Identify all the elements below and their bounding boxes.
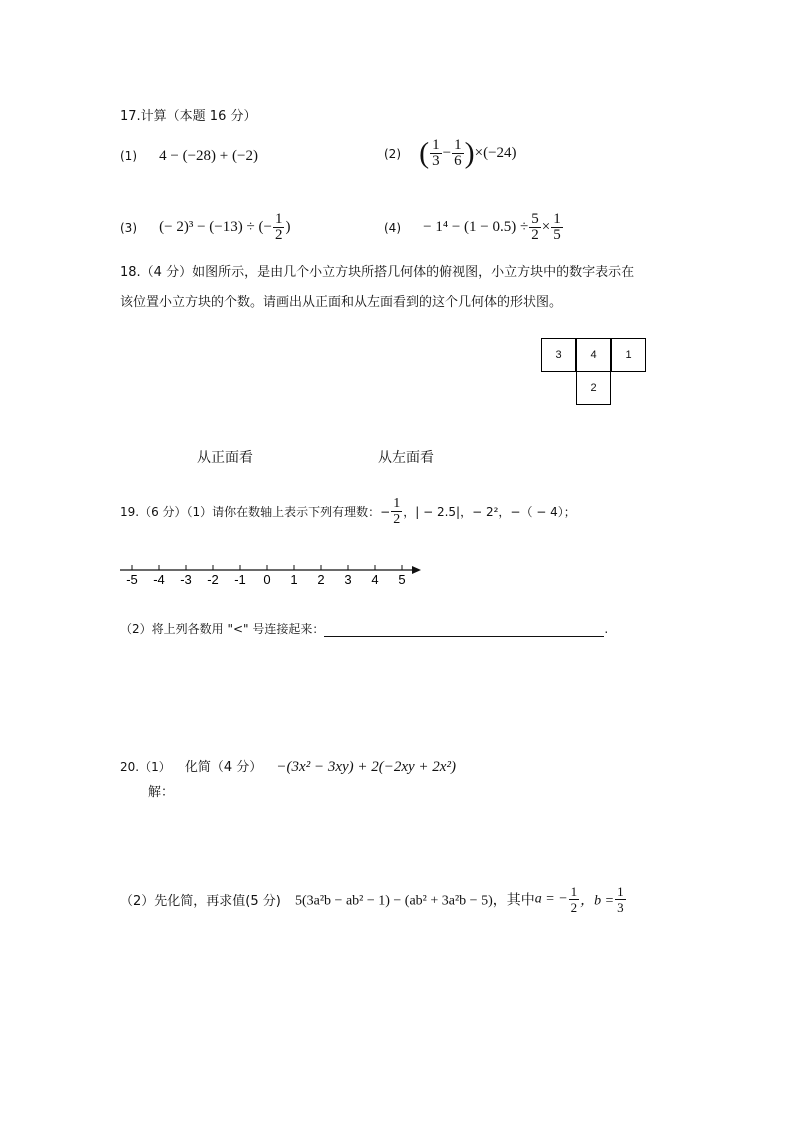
- item-expression: (− 2)³ − (−13) ÷ (−: [159, 219, 272, 235]
- axis-tick-label: 5: [398, 572, 406, 587]
- q17-item4: [384, 212, 564, 243]
- grid-cell: 1: [611, 338, 646, 372]
- q17-item2: [384, 138, 517, 169]
- q19-line1: [120, 496, 576, 527]
- operator: ×: [541, 219, 551, 235]
- q20-part2: [120, 884, 627, 915]
- axis-tick-label: -2: [207, 572, 219, 587]
- item-label: (4): [384, 220, 401, 235]
- item-expression: ×(−24): [474, 145, 517, 161]
- axis-tick-label: 0: [263, 572, 271, 587]
- q18-line1: 18.（4 分）如图所示，是由几个小立方块所搭几何体的俯视图，小立方块中的数字表示在: [120, 265, 635, 280]
- solve-label: 解：: [148, 785, 175, 800]
- item-label: (2): [384, 146, 401, 161]
- number-line: [115, 558, 425, 590]
- q19-text: 19.（6 分）（1）请你在数轴上表示下列有理数：−: [120, 505, 391, 519]
- grid-cell: 2: [576, 371, 611, 405]
- axis-tick-label: 4: [371, 572, 379, 587]
- q20-part2-expression: 5(3a²b − ab² − 1) − (ab² + 3a²b − 5)，其中: [294, 893, 535, 909]
- axis-tick-label: 2: [317, 572, 325, 587]
- fraction: $\frac{1}{5}$: [553, 211, 561, 243]
- item-label: (3): [120, 220, 137, 235]
- q19-text: ，| − 2.5|，− 2²，−（ − 4）；: [403, 505, 576, 519]
- item-label: (1): [120, 149, 137, 163]
- q17-item1: [120, 148, 258, 165]
- operator: −: [442, 145, 452, 161]
- q19-part2-text: （2）将上列各数用 "<" 号连接起来：: [120, 622, 325, 636]
- q20-expression: −(3x² − 3xy) + 2(−2xy + 2x²): [276, 759, 456, 775]
- axis-tick-label: -1: [234, 572, 246, 587]
- axis-tick-label: 3: [344, 572, 352, 587]
- fraction: $\frac{1}{3}$: [432, 137, 440, 169]
- fraction: $\frac{1}{2}$: [570, 884, 578, 915]
- grid-cell: 3: [541, 338, 576, 372]
- q20-part2-label: （2）先化简，再求值(5 分): [120, 894, 281, 909]
- fraction: $\frac{1}{2}$: [393, 496, 401, 527]
- q20-label: 20.（1）: [120, 760, 171, 774]
- axis-tick-label: -3: [180, 572, 192, 587]
- item-expression: 4 − (−28) + (−2): [159, 148, 258, 164]
- q20-title: 化简（4 分）: [184, 760, 263, 775]
- fraction: $\frac{1}{3}$: [617, 884, 624, 915]
- front-view-label: 从正面看: [197, 450, 253, 466]
- axis-tick-label: -5: [126, 572, 138, 587]
- a-value-label: a = −: [534, 891, 568, 907]
- axis-tick-label: 1: [290, 572, 298, 587]
- q17-title: 17.计算（本题 16 分）: [120, 109, 257, 124]
- q19-part2: [120, 620, 608, 637]
- q19-part2-end: .: [604, 622, 609, 636]
- axis-arrow-icon: [412, 566, 421, 574]
- fraction: $\frac{5}{2}$: [531, 211, 539, 243]
- q20-part1: [120, 756, 456, 776]
- right-paren: ): [464, 136, 475, 170]
- fraction: $\frac{1}{2}$: [274, 211, 283, 243]
- fraction: $\frac{1}{6}$: [454, 137, 462, 169]
- answer-blank[interactable]: [324, 623, 604, 637]
- left-view-label: 从左面看: [378, 450, 434, 466]
- q18-line2: 该位置小立方块的个数。请画出从正面和从左面看到的这个几何体的形状图。: [120, 295, 563, 310]
- item-expression: ): [285, 219, 291, 235]
- q17-item3: [120, 212, 290, 243]
- grid-cell: 4: [576, 338, 611, 372]
- left-paren: (: [419, 136, 430, 170]
- axis-tick-label: -4: [153, 572, 165, 587]
- b-value-label: ，b =: [580, 893, 615, 909]
- item-expression: − 1⁴ − (1 − 0.5) ÷: [423, 219, 529, 235]
